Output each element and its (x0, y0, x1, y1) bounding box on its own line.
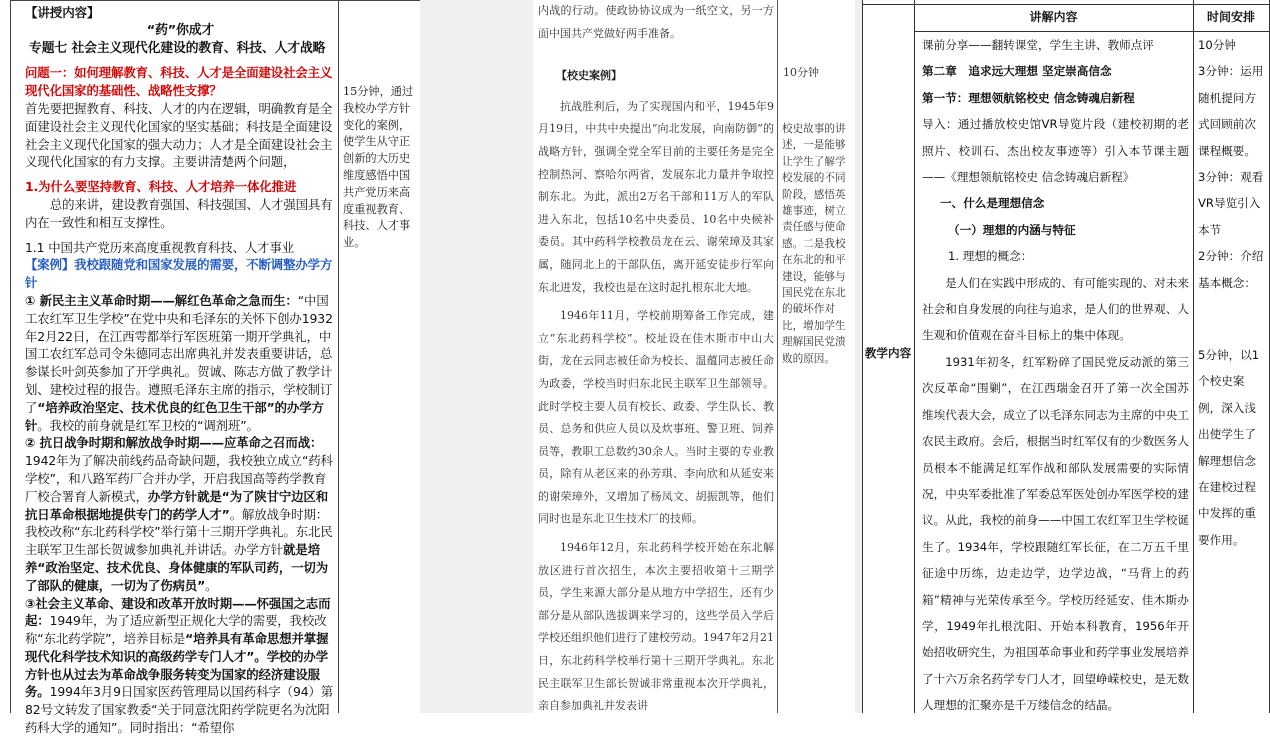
page-margin (0, 0, 11, 713)
time-note-column (338, 0, 420, 713)
time-note: 15分钟，通过我校办学方针变化的案例，使学生从守正创新的大历史维度感悟中国共产党历来高度重视教育、科技、人才事业。 (343, 85, 414, 250)
section-title: 第一节：理想领航铭校史 信念铸魂启新程 (922, 90, 1135, 105)
column-header-content: 讲解内容 (1029, 10, 1078, 24)
time-entry: 10分钟 (1198, 38, 1236, 52)
question-heading: 问题一：如何理解教育、科技、人才是全面建设社会主义现代化国家的基础性、战略性支撑？ (25, 65, 333, 99)
case-item-1: ① 新民主主义革命时期——解红色革命之急而生：“中国工农红军卫生学校”在党中央和毛泽东的关怀下创办1932年2月22日，在江西雩都举行军医班第一期开学典礼，中国工农红军总司令朱德同志出席典礼并发表重要讲话，总参谋长叶剑英参加了开学典礼。贺诚、陈志方做了教学计划、建校过程的报告。遵照毛泽东主席的指示，学校制订了“培养政治坚定、技术优良的红色卫生干部”的办学方针。我校的前身就是红军卫校的“调剂班”。 (25, 292, 333, 433)
paragraph: 总的来讲，建设教育强国、科技强国、人才强国具有内在一致性和相互支撑性。 (25, 196, 333, 230)
paragraph: 抗战胜利后，为了实现国内和平，1945年9月19日，中共中央提出“向北发展，向南防御”的战略方针，强调全党全军目前的主要任务是完全控制热河、察哈尔两省，发展东北力量并争取控制东北。为此，派出2万名干部和11万人的军队进入东北，包括10名中央委员、10名中央候补委员。其中药科学校教员龙在云、谢荣璋及其家属，随同北上的干部队伍，离开延安徒步行军向东北进发，我校也是在这时起扎根东北大地。 (538, 99, 774, 294)
paragraph: 1946年12月，东北药科学校开始在东北解放区进行首次招生，本次主要招收第十三期学员，学生来源大部分是从地方中学招生，还有少部分是从部队选拔调来学习的，这些学员入学后学校还组织他们进行了建校劳动。1947年2月21日，东北药科学校举行第十三期开学典礼。东北民主联军卫生部长贺诚非常重视本次开学典礼，亲自参加典礼并发表讲 (538, 541, 774, 713)
time-entry: 2分钟：介绍基本概念： (1198, 249, 1264, 290)
lesson-plan-table (862, 0, 1270, 713)
heading-3: 1. 理想的概念： (948, 249, 1033, 264)
topic-title: 专题七 社会主义现代化建设的教育、科技、人才战略 (29, 40, 326, 56)
lecture-page-middle (533, 0, 855, 713)
history-content-column (533, 0, 778, 713)
case-heading: 【案例】我校跟随党和国家发展的需要，不断调整办学方针 (25, 257, 333, 291)
page-gap (420, 0, 533, 713)
time-entry: 3分钟：观看VR导览引入本节 (1198, 170, 1264, 237)
subsection-heading: 1.为什么要坚持教育、科技、人才培养一体化推进 (25, 179, 297, 195)
paragraph: 首先要把握教育、科技、人才的内在逻辑，明确教育是全面建设社会主义现代化国家的坚实基础；科技是全面建设社会主义现代化国家的强大动力；人才是全面建设社会主义现代化国家的有力支撑。主要讲清楚两个问题， (25, 100, 333, 170)
page-title: “药”你成才 (146, 22, 215, 38)
time-entry: 5分钟，以1个校史案例，深入浅出使学生了解理想信念在建校过程中发挥的重要作用。 (1198, 348, 1260, 547)
row-label: 教学内容 (864, 346, 912, 360)
paragraph: 内战的行动。使政协协议成为一纸空文，另一方面中国共产党做好两手准备。 (538, 4, 774, 40)
time-note: 10分钟 (783, 66, 819, 79)
lesson-content (914, 32, 1193, 719)
heading-1: 一、什么是理想信念 (940, 196, 1045, 211)
design-note: 校史故事的讲述，一是能够让学生了解学校发展的不同阶段，感悟英雄事迹，树立责任感与使命感。二是我校在东北的和平建设，能够与国民党在东北的破坏作对比，增加学生理解国民党溃败的原因。 (782, 123, 846, 365)
time-column-2 (1193, 342, 1269, 553)
subsection-heading: 1.1 中国共产党历来高度重视教育科技、人才事业 (25, 239, 295, 255)
case-label: 【校史案例】 (556, 69, 622, 83)
time-note-column (777, 0, 855, 713)
lecture-header: 【讲授内容】 (25, 5, 100, 20)
time-column (1193, 32, 1269, 296)
chapter-title: 第二章 追求远大理想 坚定崇高信念 (922, 64, 1112, 79)
paragraph: 是人们在实践中形成的、有可能实现的、对未来社会和自身发展的向往与追求，是人们的世界观、人生观和价值观在奋斗目标上的集中体现。 (922, 275, 1189, 343)
paragraph: 1931年初冬，红军粉碎了国民党反动派的第三次反革命“围剿”，在江西瑞金召开了第一次全国苏维埃代表大会，成立了以毛泽东同志为主席的中央工农民主政府。会后，根据当时红军仅有的少数医务人员根本不能满足红军作战和部队发展需要的实际情况，中央军委批准了军委总军医处创办军医学校的建议。从此，我校的前身——中国工农红军卫生学校诞生了。1934年，学校跟随红军长征，在二万五千里征途中历练，边走边学，边学边战，“马背上的药箱”精神与光荣传承至今。学校历经延安、佳木斯办学，1949年扎根沈阳、开始本科教育，1956年开始招收研究生，为祖国革命事业和药学事业发展培养了十六万余名药学专门人才，回望峥嵘校史，是无数人理想的汇聚亦是千万缕信念的结晶。 (922, 354, 1189, 713)
content-line: 导入：通过播放校史馆VR导览片段（建校初期的老照片、校训石、杰出校友事迹等）引入本节课主题——《理想领航铭校史 信念铸魂启新程》 (922, 117, 1189, 185)
lecture-page-left (0, 0, 420, 736)
paragraph: 1946年11月，学校前期筹备工作完成，建立“东北药科学校”。校址设在佳木斯市中山大街，龙在云同志被任命为校长、温蕴同志被任命为政委，学校当时归东北民主联军卫生部领导。此时学校主要人员有校长、政委、学生队长、教员、总务和供应人员以及炊事班、警卫班、饲养员等，教职工总数约30余人。当时主要的专业教员，除有从老区来的孙芳琪、李向欣和从延安来的谢荣璋外，又增加了杨凤文、胡振凯等，他们同时也是东北卫生技术厂的技师。 (538, 309, 774, 526)
case-item-2: ② 抗日战争时期和解放战争时期——应革命之召而战：1942年为了解决前线药品奇缺问题，我校独立成立“药科学校”，和八路军药厂合并办学，开启我国高等药学教育厂校合署育人新模式，办学方针就是“为了陕甘宁边区和抗日革命根据地提供专门的药学人才”。解放战争时期：我校改称“东北药科学校”举行第十三期开学典礼。东北民主联军卫生部长贺诚参加典礼并讲话。办学方针就是培养“政治坚定、技术优良、身体健康的军队司药，一切为了部队的健康，一切为了伤病员”。 (25, 435, 333, 593)
heading-2: （一）理想的内涵与特征 (948, 222, 1076, 237)
page-gap (855, 0, 862, 713)
content-line: 课前分享——翻转课堂，学生主讲、教师点评 (922, 38, 1154, 52)
lecture-content-column (20, 0, 339, 736)
case-item-3: ③社会主义革命、建设和改革开放时期——怀强国之志而起：1949年，为了适应新型正规化大学的需要，我校改称“东北药学院”，培养目标是“培养具有革命思想并掌握现代化科学技术知识的高级药学专门人才”。学校的办学方针也从过去为革命战争服务转变为国家的经济建设服务。1994年3月9日国家医药管理局以国药科字（94）第82号文转发了国家教委“关于同意沈阳药学院更名为沈阳药科大学的通知”。同时指出：“希望你 (25, 595, 334, 736)
time-entry: 3分钟：运用随机提问方式回顾前次课程概要。 (1198, 64, 1264, 158)
column-header-time: 时间安排 (1206, 10, 1255, 24)
